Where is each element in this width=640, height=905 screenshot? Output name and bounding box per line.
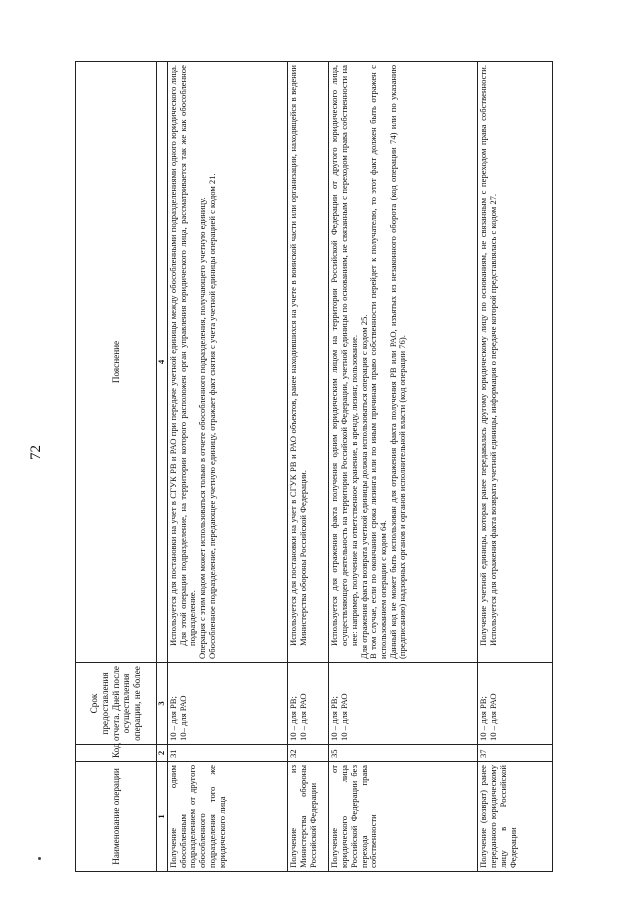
header-code: Код (76, 745, 157, 762)
operation-explanation (478, 62, 553, 663)
explanation-paragraph: Обособленное подразделение, передающее учетную единицу, отражает факт снятия с учета учетной единицы операцией с кодом 21. (206, 173, 217, 659)
table-row (329, 62, 478, 872)
operations-table (75, 61, 553, 872)
explanation-paragraph: Получение учетной единицы, которая ранее передавалась другому юридическому лицу по основаниям, не связанным с переходом права собственности. Используется для отражения факта возврата учетной единицы, информация о передаче которой представлялась с кодом 27. (478, 65, 499, 646)
report-deadline (329, 663, 478, 745)
operation-explanation (329, 62, 478, 663)
explanation-paragraph: Данный код не может быть использован для отражения факта получения РВ или РАО, изъятых из незаконного оборота (код операции 74) или по указанию (предписанию) надзорных органов и органов исполнительной власти (код операции 76). (387, 65, 408, 659)
rotated-table-container (75, 62, 553, 872)
deadline-rao: 10 – для РАО (297, 693, 308, 741)
header-deadline: Срок предоставления отчета. Дней после осуществления операции, не более (76, 663, 157, 745)
operation-explanation (288, 62, 329, 663)
explanation-paragraph: Используется для отражения факта получения одним юридическим лицом на территории Российской Федерации от другого юридического лица, осуществляющего деятельность на территории Российской Федерации, учетной единицы по основаниям, не связанным с переходом права собственности на нее: например, получение на ответственное хранение, в аренду, лизинг, пользование. (329, 65, 359, 646)
explanation-paragraph: Операция с этим кодом может использоваться только в отчете обособленного подразделения, получающего учетную единицу. (197, 197, 208, 659)
deadline-rv: 10 – для РВ; (288, 696, 299, 741)
operation-name: Получение одним обособленным подразделением от другого обособленного подразделения того же юридического лица (168, 762, 288, 872)
deadline-rao: 10 – для РАО (339, 693, 350, 741)
header-explanation: Пояснение (76, 62, 157, 663)
operation-code: 32 (288, 745, 329, 762)
explanation-paragraph: В том случае, если по окончании срока лизинга или по иным причинам право собственности перейдет к получателю, то этот факт должен быть отражен с использованием операции с кодом 64. (368, 65, 388, 659)
explanation-paragraph: Используется для постановки на учет в СГУК РВ и РАО объектов, ранее находившихся на учете в воинской части или организации, находящейся в ведении Министерства обороны Российской Федерации. (288, 65, 308, 646)
operation-name: Получение от юридического лица Российской Федерации без перехода права собственности (329, 762, 478, 872)
deadline-rv: 10 – для РВ; (478, 696, 489, 741)
deadline-rao: 10– для РАО (177, 695, 188, 741)
column-number: 3 (156, 663, 167, 745)
report-deadline (168, 663, 288, 745)
scan-speck (38, 857, 41, 860)
operation-name: Получение (возврат) ранее переданного юридическому лицу в Российской Федерации (478, 762, 553, 872)
operation-code: 31 (168, 745, 288, 762)
column-number: 1 (156, 762, 167, 872)
table-row (168, 62, 288, 872)
report-deadline (478, 663, 553, 745)
explanation-paragraph: Используется для постановки на учет в СГУК РВ и РАО при передаче учетной единицы между обособленными подразделениями одного юридического лица. Для этой операции подразделение, на территории которого расположен орган управления юридического лица, рассматривается так же как обособленное подразделение. (168, 65, 198, 646)
column-number-row (156, 62, 167, 872)
explanation-paragraph: Для отражения факта возврата учетной единицы должна использоваться операция с кодом 25. (358, 314, 369, 659)
deadline-rv: 10 – для РВ; (168, 696, 179, 741)
table-row (288, 62, 329, 872)
operation-code: 35 (329, 745, 478, 762)
column-number: 2 (156, 745, 167, 762)
operation-code: 37 (478, 745, 553, 762)
operation-name: Получение из Министерства обороны Российской Федерации (288, 762, 329, 872)
deadline-rao: 10 – для РАО (488, 693, 499, 741)
table-row (478, 62, 553, 872)
column-number: 4 (156, 62, 167, 663)
operation-explanation (168, 62, 288, 663)
header-row (76, 62, 157, 872)
report-deadline (288, 663, 329, 745)
page-number: 72 (28, 445, 44, 460)
deadline-rv: 10 – для РВ; (329, 696, 340, 741)
header-operation-name: Наименование операции (76, 762, 157, 872)
